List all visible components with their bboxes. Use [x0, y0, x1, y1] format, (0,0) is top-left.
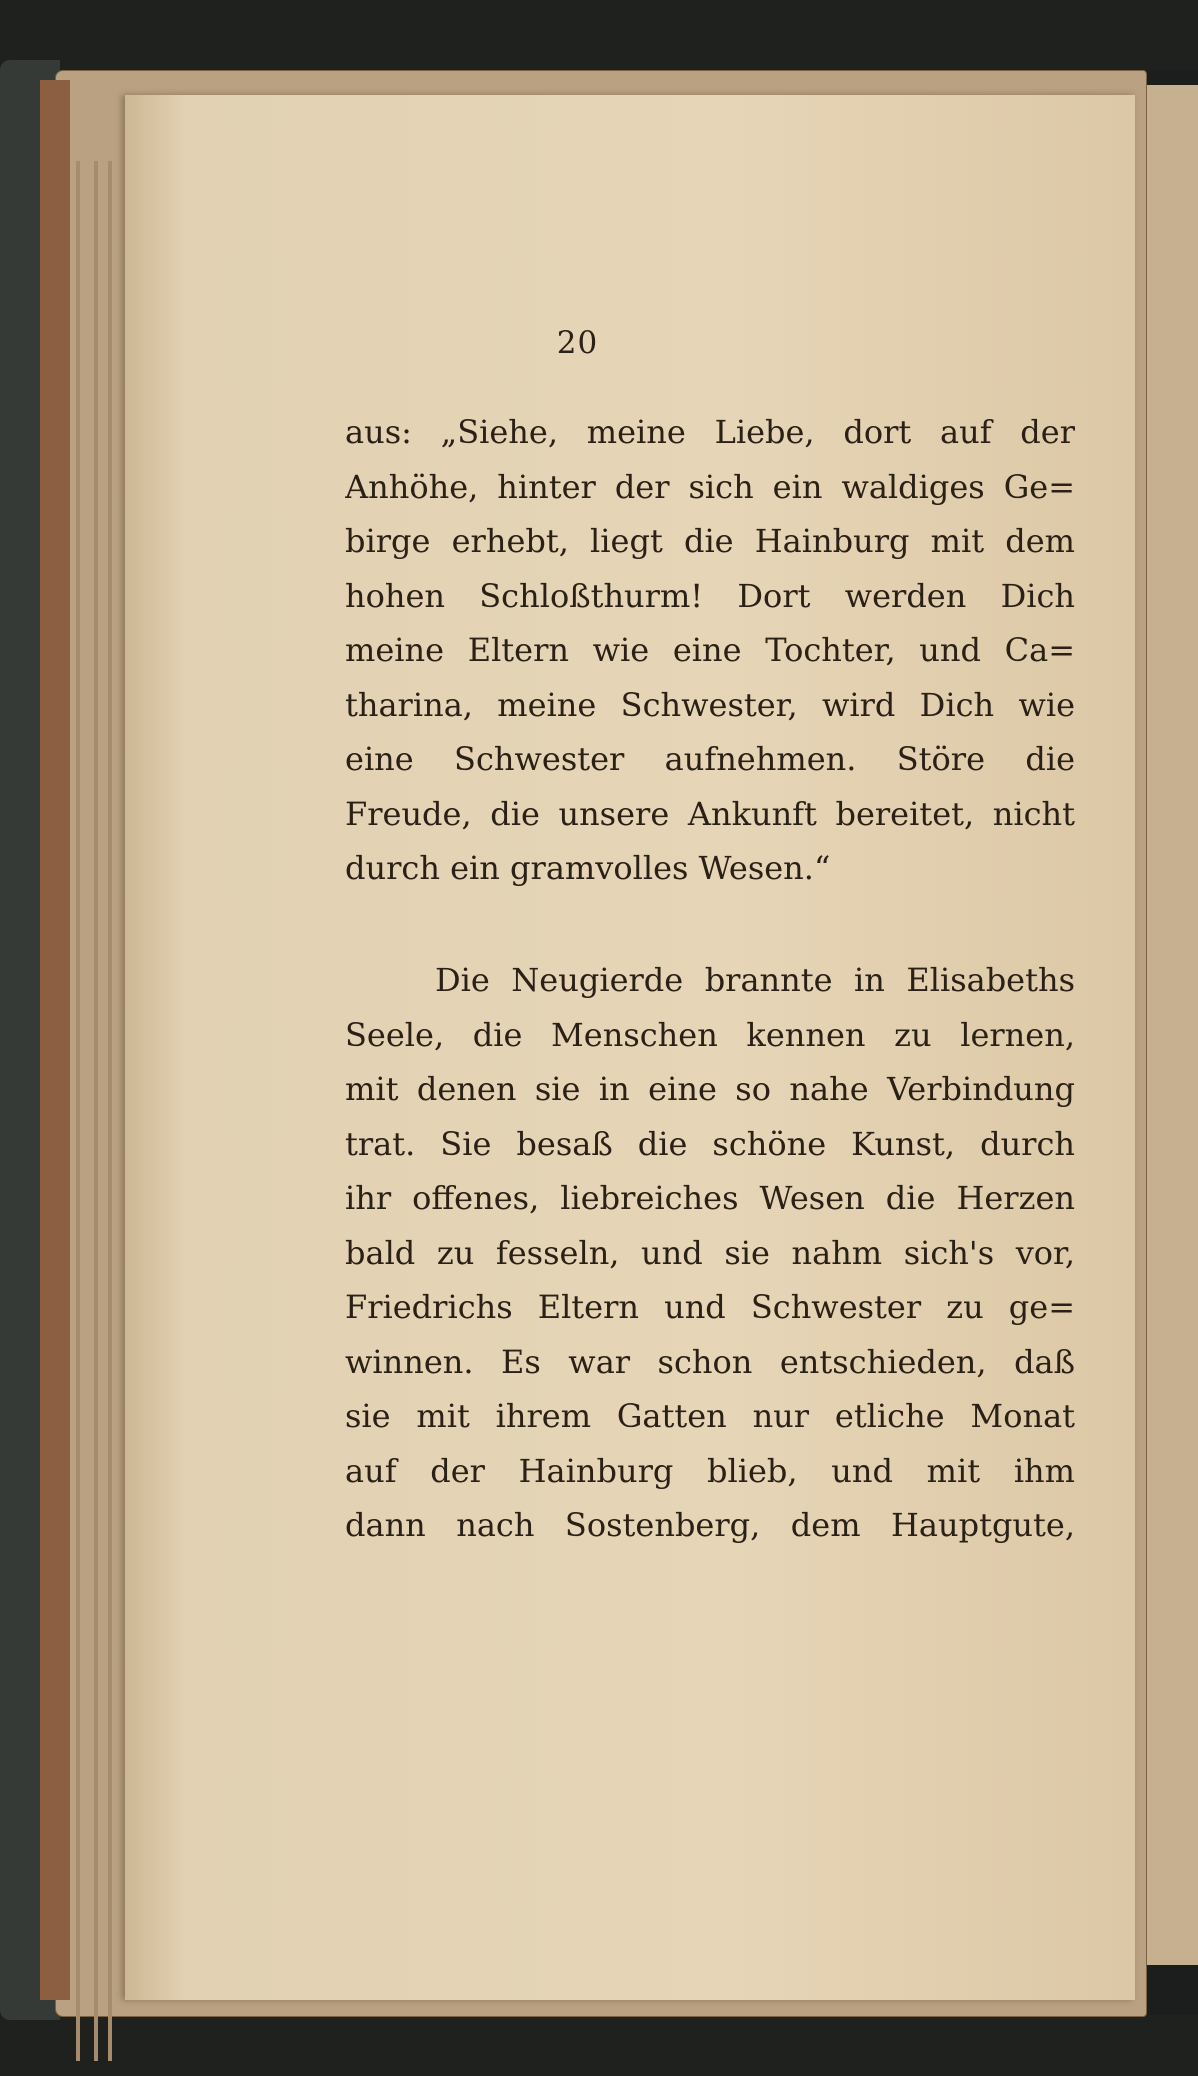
- text-line: bald zu fesseln, und sie nahm sich's vor,: [345, 1233, 1075, 1272]
- text-line: birge erhebt, liegt die Hainburg mit dem: [345, 522, 1075, 560]
- text-line: Friedrichs Eltern und Schwester zu ge=: [345, 1288, 1075, 1326]
- text-line: auf der Hainburg blieb, und mit ihm: [345, 1451, 1075, 1490]
- text-line: mit denen sie in eine so nahe Verbindung: [345, 1070, 1075, 1108]
- text-line: aus: „Siehe, meine Liebe, dort auf der: [345, 413, 1075, 451]
- text-line: sie mit ihrem Gatten nur etliche Monat: [345, 1397, 1075, 1435]
- text-line: winnen. Es war schon entschieden, daß: [345, 1342, 1075, 1381]
- book-spine-edge: [40, 80, 70, 2000]
- page-number: 20: [556, 325, 599, 361]
- paragraph-1: [345, 405, 1075, 896]
- facing-page-edge: [1140, 85, 1198, 1965]
- page-edge-line: [108, 161, 112, 2061]
- text-line: Anhöhe, hinter der sich ein waldiges Ge=: [345, 467, 1075, 506]
- text-line: tharina, meine Schwester, wird Dich wie: [345, 685, 1075, 724]
- text-line: Seele, die Menschen kennen zu lernen,: [345, 1015, 1075, 1054]
- text-line: trat. Sie besaß die schöne Kunst, durch: [345, 1124, 1075, 1163]
- text-line: eine Schwester aufnehmen. Störe die: [345, 740, 1075, 778]
- text-line: Die Neugierde brannte in Elisabeths: [435, 961, 1075, 999]
- text-line: Freude, die unsere Ankunft bereitet, nicht: [345, 794, 1075, 833]
- text-line: meine Eltern wie eine Tochter, und Ca=: [345, 631, 1075, 669]
- text-line: dann nach Sostenberg, dem Hauptgute,: [345, 1506, 1075, 1544]
- page-edge-line: [76, 161, 80, 2061]
- paragraph-2: [345, 953, 1075, 1553]
- page-edge-line: [94, 161, 98, 2061]
- text-line: ihr offenes, liebreiches Wesen die Herzen: [345, 1179, 1075, 1217]
- text-line: durch ein gramvolles Wesen.“: [345, 849, 831, 887]
- text-line: hohen Schloßthurm! Dort werden Dich: [345, 576, 1075, 615]
